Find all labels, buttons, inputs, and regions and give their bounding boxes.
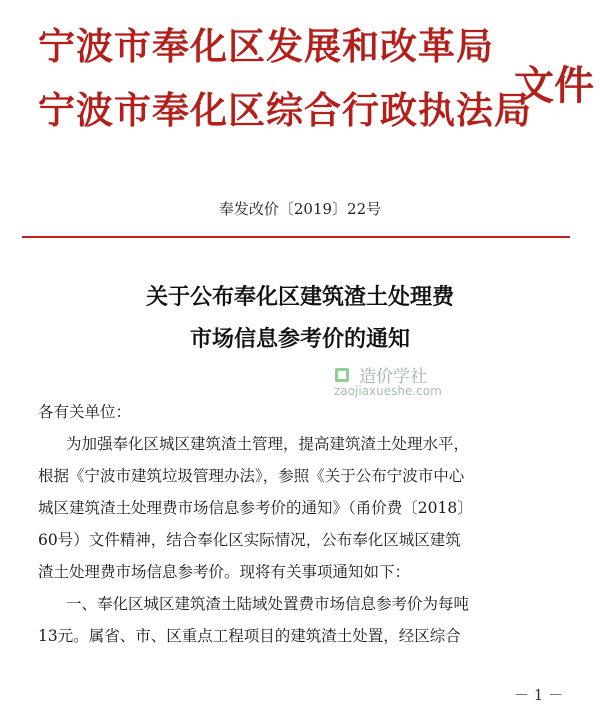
watermark [334, 362, 442, 398]
issuer-line-1: 宁波市奉化区发展和改革局 [38, 24, 494, 68]
page-number: － 1 － [514, 686, 564, 704]
body-line: 60号）文件精神，结合奉化区实际情况，公布奉化区城区建筑 [38, 531, 461, 549]
body-line: 渣土处理费市场信息参考价。现将有关事项通知如下： [38, 563, 411, 581]
body-line: 为加强奉化区城区建筑渣土管理，提高建筑渣土处理水平， [66, 435, 470, 453]
body-line: 一、奉化区城区建筑渣土陆域处置费市场信息参考价为每吨 [66, 595, 470, 613]
document-title-line-2: 市场信息参考价的通知 [189, 326, 410, 352]
document-type-label: 文件 [514, 62, 594, 109]
watermark-url: zaojiaxueshe.com [334, 384, 442, 398]
body-line: 13元。属省、市、区重点工程项目的建筑渣土处置，经区综合 [38, 627, 461, 645]
body-line: 根据《宁波市建筑垃圾管理办法》，参照《关于公布宁波市中心 [38, 467, 465, 485]
document-number: 奉发改价〔2019〕22号 [218, 200, 382, 218]
watermark-name: 造价学社 [359, 367, 428, 387]
issuer-line-2: 宁波市奉化区综合行政执法局 [38, 88, 532, 132]
document-header [38, 14, 594, 144]
watermark-logo-icon [334, 367, 350, 383]
body-line: 城区建筑渣土处理费市场信息参考价的通知》（甬价费〔2018〕 [38, 499, 473, 517]
header-divider [22, 236, 570, 238]
salutation: 各有关单位： [38, 403, 132, 421]
document-title-line-1: 关于公布奉化区建筑渣土处理费 [145, 284, 454, 310]
